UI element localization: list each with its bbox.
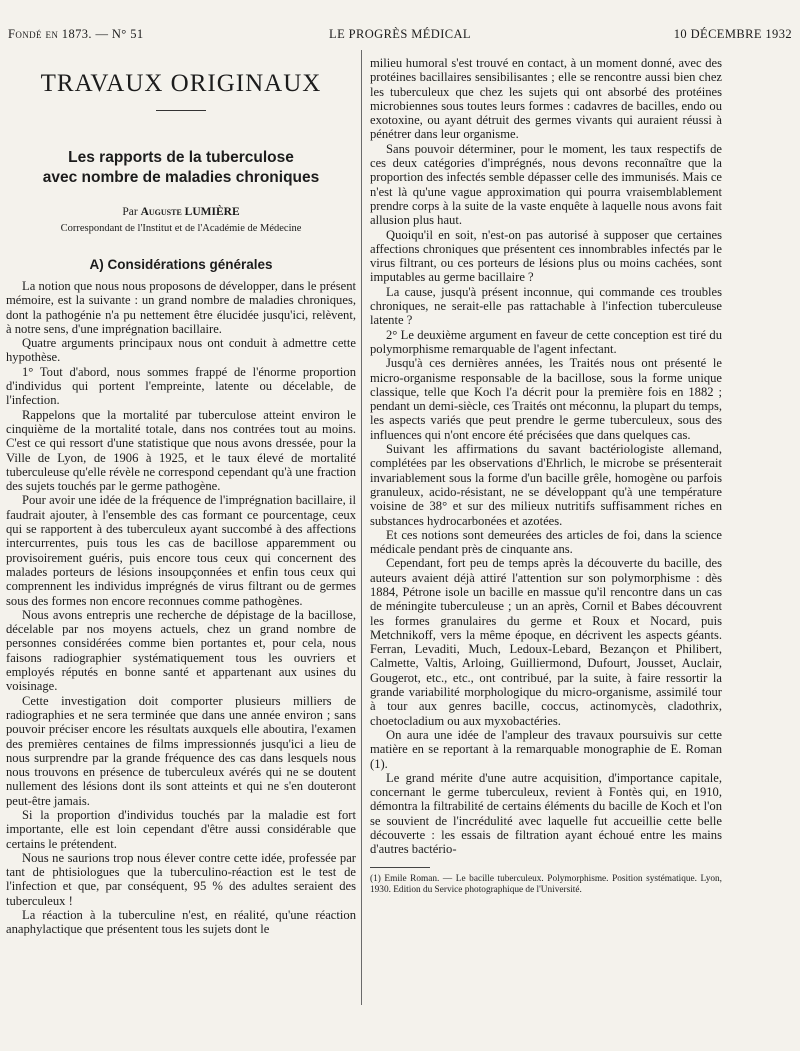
paragraph: Nous avons entrepris une recherche de dépistage de la bacillose, décelable par nos moyens actuels, chez un grand nombre de personnes considérées comme bien portantes et, pour cela, nous faisons radiographier systématiquement tous les ouvriers et employés réputés en bonne santé et appartenant aux usines du voisinage. <box>6 607 356 694</box>
byline <box>6 205 356 219</box>
left-column-body <box>6 279 356 937</box>
section-rule <box>156 110 206 111</box>
byline-prefix: Par <box>122 206 138 218</box>
paragraph: Suivant les affirmations du savant bactériologiste allemand, complétées par les observations d'Ehrlich, le microbe se présenterait invariablement sous la forme d'un bacille grêle, homogène ou parfois granuleux, acido-résistant, ne se développant qu'à une température voisine de 38° et sur des milieux nutritifs suffisamment riches en substances hydrocarbonées et azotées. <box>370 442 722 528</box>
paragraph: Cependant, fort peu de temps après la découverte du bacille, des auteurs avaient déjà attiré l'attention sur son polymorphisme : dès 1884, Pétrone isole un bacille en massue qu'il rencontre dans un cas de méningite tuberculeuse ; un an après, Cornil et Babes découvrent les formes granulaires du germe et Roux et Nocard, puis Metchnikoff, vers la même époque, en décrivent les aspects géants. Ferran, Levaditi, Much, Ledoux-Lebard, Bezançon et Philibert, Calmette, Valtis, Arloing, Guilliermond, Dufourt, Jousset, Auclair, Gougerot, etc., etc., ont contribué, par la suite, à faire ressortir la grande variabilité morphologique du micro-organisme, assimilé tour à tour aux genres bacille, coccus, actinomycès, cladothrix, choetocladium ou aux myxobactéries. <box>370 556 722 728</box>
subheading: A) Considérations générales <box>89 257 273 272</box>
paragraph: Quatre arguments principaux nous ont conduit à admettre cette hypothèse. <box>6 336 356 365</box>
paragraph: On aura une idée de l'ampleur des travaux poursuivis sur cette matière en se reportant à la remarquable monographie de E. Roman (1). <box>370 727 722 771</box>
paragraph: Si la proportion d'individus touchés par la maladie est fort importante, elle est loin cependant d'être aussi considérable que certains le prétendent. <box>6 807 356 851</box>
paragraph: Rappelons que la mortalité par tuberculose atteint environ le cinquième de la mortalité totale, dans nos contrées tout au moins. C'est ce qui ressort d'une statistique que nous avons dressée, pour la Ville de Lyon, de 1906 à 1925, et le taux élevé de mortalité tuberculeuse qu'elle révèle ne correspond cependant qu'à une fraction des sujets touchés par le germe pathogène. <box>6 407 356 494</box>
paragraph: La cause, jusqu'à présent inconnue, qui commande ces troubles chroniques, ne serait-elle pas rattachable à l'infection tuberculeuse latente ? <box>370 284 722 328</box>
paragraph: 1° Tout d'abord, nous sommes frappé de l'énorme proportion d'individus qui portent l'empreinte, latente ou décelable, de l'infection. <box>6 364 356 408</box>
paragraph: La notion que nous nous proposons de développer, dans le présent mémoire, est la suivante : un grand nombre de maladies chroniques, dont la pathogénie n'a pu nettement être élucidée jusqu'ici, relèvent, à notre sens, d'une imprégnation bacillaire. <box>6 279 356 336</box>
column-divider <box>361 50 362 1005</box>
paragraph: Le grand mérite d'une autre acquisition, d'importance capitale, concernant le germe tuberculeux, revient à Fontès qui, en 1910, démontra la filtrabilité de certains éléments du bacille de Koch et l'on se souvient de l'incrédulité avec laquelle fut accueillie cette belle découverte : les essais de filtration ayant échoué entre les mains d'autres bactério- <box>370 770 722 857</box>
paragraph: milieu humoral s'est trouvé en contact, à un moment donné, avec des protéines bacillaires sensibilisantes ; elle se rencontre aussi bien chez les tuberculeux que chez les sujets qui ont absorbé des protéines microbiennes sous toutes leurs formes : cadavres de bacilles, endo ou exotoxine, ou ayant détruit des germes vivants qui auraient réussi à pénétrer dans leur organisme. <box>370 56 722 142</box>
paragraph: La réaction à la tuberculine n'est, en réalité, qu'une réaction anaphylactique que présentent tous les sujets dont le <box>6 908 356 937</box>
header-founded: Fondé en 1873. — N° 51 <box>8 27 144 41</box>
paragraph: Cette investigation doit comporter plusieurs milliers de radiographies et ne sera terminée que dans une année environ ; sans pouvoir préciser encore les résultats auxquels elle aboutira, l'examen des premières centaines de films impressionnés jusqu'ici a lieu de nous surprendre par la grande fréquence des cas dans lesquels nous nous trouvons en présence de tuberculeux avérés qui ne se doutent nullement des lésions dont ils sont atteints et qui ne s'en douteront peut-être jamais. <box>6 693 356 808</box>
header-journal-name: LE PROGRÈS MÉDICAL <box>329 27 471 41</box>
paragraph: Nous ne saurions trop nous élever contre cette idée, professée par tant de phtisiologues que la tuberculino-réaction est le test de l'infection et que, par conséquent, 95 % des adultes seraient des tuberculeux ! <box>6 850 356 908</box>
paragraph: 2° Le deuxième argument en faveur de cette conception est tiré du polymorphisme remarquable de l'agent infectant. <box>370 327 722 356</box>
article-title-line-2: avec nombre de maladies chroniques <box>42 169 320 186</box>
article-title-line-1: Les rapports de la tuberculose <box>68 149 294 166</box>
author-name: Auguste LUMIÈRE <box>140 206 240 218</box>
footnote-rule <box>370 867 430 868</box>
paragraph: Quoiqu'il en soit, n'est-on pas autorisé à supposer que certaines affections chroniques que présentent ces innombrables infectés par le virus filtrant, ou ces porteurs de lésions plus ou moins cachées, sont imputables au germe bacillaire ? <box>370 227 722 285</box>
paragraph: Pour avoir une idée de la fréquence de l'imprégnation bacillaire, il faudrait ajouter, à l'ensemble des cas formant ce pourcentage, ceux qui se rapportent à des tuberculeux ayant succombé à des affections intercurrentes, puis tous les cas de bacillose apparemment ou provisoirement guéris, puis encore tous ceux qui concernent des malades porteurs de lésions insoupçonnées et enfin tous ceux qui comprennent les individus imprégnés de virus filtrant ou de germes sous des formes non encore reconnues comme pathogènes. <box>6 493 356 608</box>
author-affiliation: Correspondant de l'Institut et de l'Académie de Médecine <box>60 223 302 234</box>
section-title: TRAVAUX ORIGINAUX <box>40 70 322 97</box>
left-column <box>6 62 356 937</box>
paragraph: Et ces notions sont demeurées des articles de foi, dans la science médicale pendant près de cinquante ans. <box>370 527 722 557</box>
article-title <box>6 148 356 188</box>
paragraph: Jusqu'à ces dernières années, les Traités nous ont présenté le micro-organisme responsable de la bacillose, sous la forme unique classique, telle que Koch l'a décrit pour la première fois en 1882 ; pendant un demi-siècle, ces Traités ont méconnu, la plupart du temps, les aspects variés que peut prendre le germe tuberculeux, sous des influences qui n'ont encore été précisées que dans quelques cas. <box>370 356 722 442</box>
footnote: (1) Emile Roman. — Le bacille tuberculeux. Polymorphisme. Position systématique. Lyon, 1930. Edition du Service photographique de l'Université. <box>370 873 722 895</box>
paragraph: Sans pouvoir déterminer, pour le moment, les taux respectifs de ces deux catégories d'imprégnés, nous devons reconnaître que la proportion des infectés semble dépasser celle des immunisés. Mais ce n'est là qu'une vague approximation qui pourra vraisemblablement prendre corps à la suite de la vaste enquête à laquelle nous avons fait allusion plus haut. <box>370 141 722 228</box>
running-header <box>8 27 792 43</box>
right-column <box>370 56 722 896</box>
right-column-body <box>370 56 722 857</box>
header-date: 10 DÉCEMBRE 1932 <box>673 27 792 41</box>
